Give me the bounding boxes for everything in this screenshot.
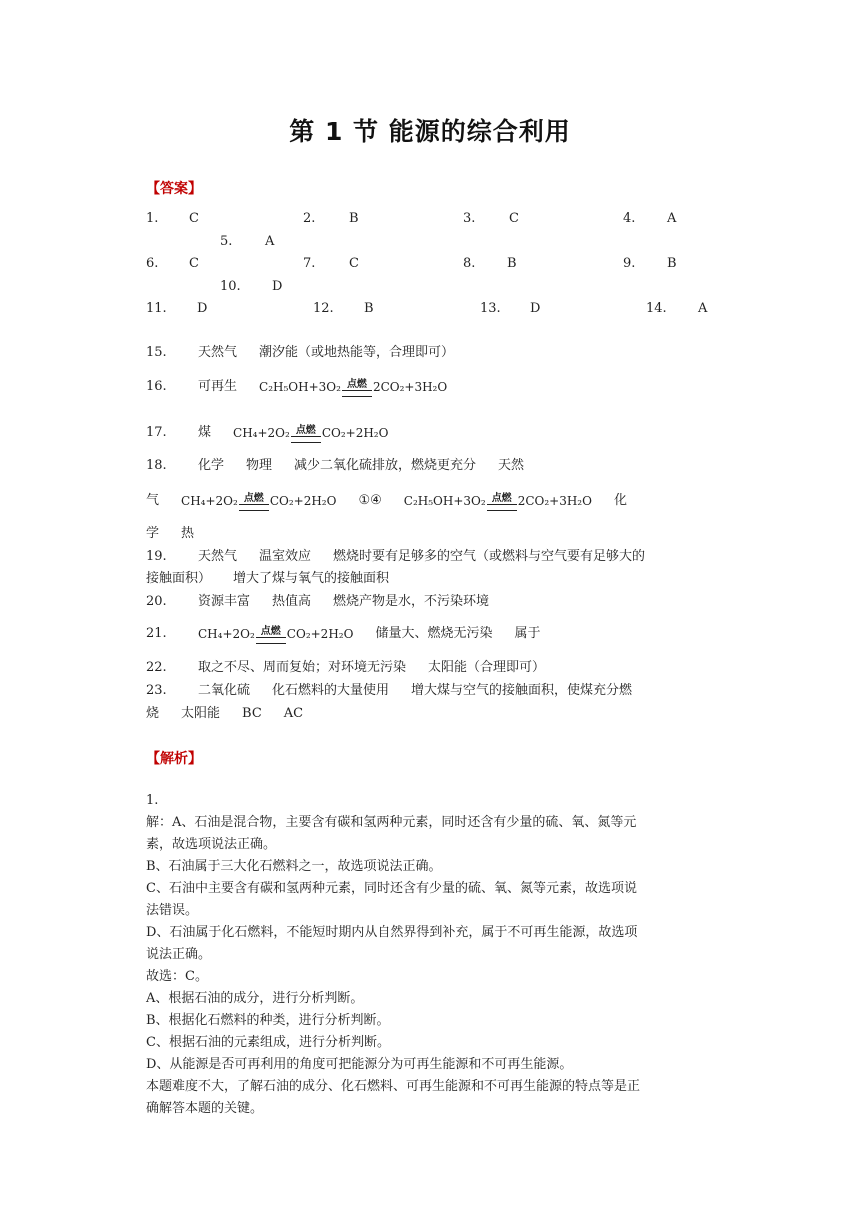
- mc-answer: D: [197, 301, 208, 316]
- mc-answer: B: [667, 256, 677, 271]
- chemical-equation: [404, 486, 592, 516]
- answer-text: 取之不尽、周而复始；对环境无污染: [198, 660, 407, 675]
- condition-label: 点燃: [491, 493, 512, 504]
- fill-q18-line3: [146, 525, 194, 543]
- answer-text: 属于: [514, 626, 541, 641]
- analysis-line: D、从能源是否可再利用的角度可把能源分为可再生能源和不可再生能源。: [146, 1057, 573, 1072]
- mc-num: 3.: [463, 211, 476, 226]
- mc-num: 14.: [646, 301, 667, 316]
- reaction-condition: [256, 626, 286, 649]
- mc-answer: C: [189, 256, 199, 271]
- question-number: 15.: [146, 345, 167, 360]
- mc-num: 13.: [480, 301, 501, 316]
- equals-sign: [291, 436, 321, 443]
- answer-text: 潮汐能（或地热能等，合理即可）: [259, 345, 455, 360]
- reaction-condition: [342, 379, 372, 402]
- answer-text: 物理: [246, 458, 273, 473]
- answer-text: 资源丰富: [198, 594, 251, 609]
- reaction-condition: [239, 493, 269, 516]
- mc-answer: B: [364, 301, 374, 316]
- chemical-equation: [259, 372, 447, 402]
- answer-text: 储量大、燃烧无污染: [375, 626, 493, 641]
- equals-sign: [256, 637, 286, 644]
- answer-text: 温室效应: [259, 549, 312, 564]
- answer-text: 接触面积）: [146, 571, 212, 586]
- analysis-line: 素，故选项说法正确。: [146, 837, 277, 852]
- equation-reactants: C₂H₅OH+3O₂: [403, 494, 486, 508]
- equation-products: 2CO₂+3H₂O: [517, 494, 592, 508]
- mc-answer: D: [272, 279, 283, 294]
- answer-text: 二氧化硫: [198, 683, 251, 698]
- analysis-line: A、根据石油的成分，进行分析判断。: [146, 991, 364, 1006]
- answer-text: 太阳能: [181, 706, 221, 721]
- answer-text: 天然: [498, 458, 525, 473]
- question-number: 20.: [146, 594, 167, 609]
- reaction-condition: [291, 425, 321, 448]
- answer-text: 学: [146, 526, 160, 541]
- fill-q23-line1: [146, 682, 632, 700]
- mc-num: 11.: [146, 301, 167, 316]
- answer-text: 天然气: [198, 549, 238, 564]
- reaction-condition: [487, 493, 517, 516]
- mc-answer: B: [349, 211, 359, 226]
- condition-label: 点燃: [295, 425, 316, 436]
- answer-text: 化石燃料的大量使用: [272, 683, 390, 698]
- question-number: 23.: [146, 683, 167, 698]
- analysis-line: B、根据化石燃料的种类，进行分析判断。: [146, 1013, 390, 1028]
- answer-text: 增大了煤与氧气的接触面积: [233, 571, 390, 586]
- question-number: 19.: [146, 549, 167, 564]
- analysis-line: 法错误。: [146, 903, 199, 918]
- mc-answer: C: [509, 211, 519, 226]
- question-number: 21.: [146, 626, 167, 641]
- chemical-equation: [233, 418, 388, 448]
- mc-num: 8.: [463, 256, 476, 271]
- condition-label: 点燃: [346, 379, 367, 390]
- answer-text: 化学: [198, 458, 225, 473]
- analysis-line: C、根据石油的元素组成，进行分析判断。: [146, 1035, 390, 1050]
- analysis-line: C、石油中主要含有碳和氢两种元素，同时还含有少量的硫、氧、氮等元素，故选项说: [146, 881, 637, 896]
- equals-sign: [342, 390, 372, 397]
- equals-sign: [487, 504, 517, 511]
- analysis-line: 确解答本题的关键。: [146, 1101, 264, 1116]
- chemical-equation: [198, 619, 353, 649]
- answer-text: 太阳能（合理即可）: [428, 660, 546, 675]
- condition-label: 点燃: [243, 493, 264, 504]
- analysis-line: 解：A、石油是混合物，主要含有碳和氢两种元素，同时还含有少量的硫、氧、氮等元: [146, 815, 637, 830]
- page-title: 第 1 节 能源的综合利用: [289, 117, 571, 146]
- equals-sign: [239, 504, 269, 511]
- condition-label: 点燃: [260, 626, 281, 637]
- answer-text: 烧: [146, 706, 160, 721]
- answer-text: 减少二氧化硫排放，燃烧更充分: [294, 458, 477, 473]
- equation-products: 2CO₂+3H₂O: [372, 380, 448, 394]
- answer-text: 天然气: [198, 345, 238, 360]
- fill-q18-line1: [146, 457, 524, 475]
- answer-text: 化: [613, 493, 627, 508]
- answer-text: 可再生: [198, 379, 238, 394]
- chemical-equation: [181, 486, 336, 516]
- answer-text: 增大煤与空气的接触面积，使煤充分燃: [411, 683, 633, 698]
- mc-num: 6.: [146, 256, 159, 271]
- mc-answer: A: [698, 301, 708, 316]
- equation-reactants: C₂H₅OH+3O₂: [259, 380, 341, 394]
- mc-answer: C: [349, 256, 359, 271]
- equation-reactants: CH₄+2O₂: [233, 426, 290, 440]
- answer-text: 燃烧时要有足够多的空气（或燃料与空气要有足够大的: [333, 549, 646, 564]
- fill-q18-line2: [146, 486, 627, 516]
- fill-q17: [146, 418, 388, 448]
- equation-reactants: CH₄+2O₂: [181, 494, 238, 508]
- fill-q23-line2: [146, 705, 303, 723]
- equation-reactants: CH₄+2O₂: [198, 627, 255, 641]
- mc-num: 5.: [220, 234, 233, 249]
- answer-text: 热值高: [272, 594, 312, 609]
- analysis-line: 说法正确。: [146, 947, 212, 962]
- mc-answer: A: [667, 211, 677, 226]
- equation-products: CO₂+2H₂O: [269, 494, 337, 508]
- analysis-line: B、石油属于三大化石燃料之一，故选项说法正确。: [146, 859, 442, 874]
- mc-num: 1.: [146, 211, 159, 226]
- mc-answer: A: [265, 234, 275, 249]
- mc-num: 10.: [220, 279, 241, 294]
- mc-num: 9.: [623, 256, 636, 271]
- answer-heading: 【答案】: [146, 181, 202, 197]
- fill-q20: [146, 593, 489, 611]
- analysis-line: 本题难度不大，了解石油的成分、化石燃料、可再生能源和不可再生能源的特点等是正: [146, 1079, 641, 1094]
- equation-products: CO₂+2H₂O: [286, 627, 354, 641]
- question-number: 17.: [146, 425, 167, 440]
- answer-text: 气: [146, 493, 160, 508]
- fill-q21: [146, 619, 540, 649]
- equation-products: CO₂+2H₂O: [321, 426, 389, 440]
- answer-text: BC: [242, 706, 262, 721]
- mc-num: 12.: [313, 301, 334, 316]
- mc-num: 2.: [303, 211, 316, 226]
- analysis-heading: 【解析】: [146, 751, 202, 767]
- answer-text: 热: [181, 526, 195, 541]
- analysis-line: 故选：C。: [146, 969, 208, 984]
- answer-text: 煤: [198, 425, 212, 440]
- fill-q15: [146, 344, 454, 362]
- fill-q16: [146, 372, 447, 402]
- fill-q22: [146, 659, 545, 677]
- answer-text: ①④: [358, 493, 382, 508]
- fill-q19-line2: [146, 570, 389, 588]
- answer-text: AC: [283, 706, 304, 721]
- mc-num: 7.: [303, 256, 316, 271]
- question-number: 22.: [146, 660, 167, 675]
- analysis-line: 1.: [146, 793, 159, 808]
- mc-answer: B: [507, 256, 517, 271]
- analysis-line: D、石油属于化石燃料，不能短时期内从自然界得到补充，属于不可再生能源，故选项: [146, 925, 638, 940]
- answer-text: 燃烧产物是水，不污染环境: [333, 594, 490, 609]
- question-number: 18.: [146, 458, 167, 473]
- question-number: 16.: [146, 379, 167, 394]
- mc-answer: D: [530, 301, 541, 316]
- mc-num: 4.: [623, 211, 636, 226]
- fill-q19-line1: [146, 548, 645, 566]
- mc-answer: C: [189, 211, 199, 226]
